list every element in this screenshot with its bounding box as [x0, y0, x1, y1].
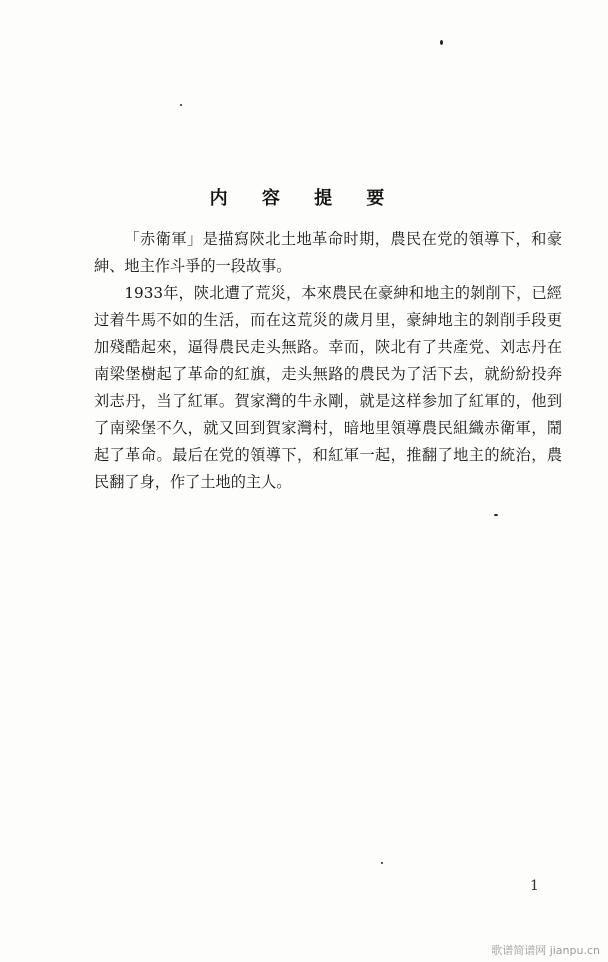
summary-text — [94, 226, 562, 496]
page-number: 1 — [530, 878, 539, 894]
site-watermark: 歌谱简谱网 jianpu.cn — [491, 944, 600, 957]
scan-speck — [381, 862, 383, 864]
paragraph-intro: 「赤衛軍」是描寫陝北土地革命时期，農民在党的領導下，和豪紳、地主作斗爭的一段故事。 — [94, 230, 562, 275]
paragraph-story: 1933年，陝北遭了荒災，本來農民在豪紳和地主的剝削下，已經过着牛馬不如的生活，而在这荒災的歲月里，豪紳地主的剝削手段更加殘酷起來，逼得農民走头無路。幸而，陝北有了共產党、刘志丹在南梁堡樹起了革命的紅旗，走头無路的農民为了活下去，就紛紛投奔刘志丹，当了紅軍。賀家灣的牛永剛，就是这样参加了紅軍的，他到了南梁堡不久，就又回到賀家灣村，暗地里領導農民組織赤衛軍，鬧起了革命。最后在党的領導下，和紅軍一起，推翻了地主的統治，農民翻了身，作了土地的主人。 — [94, 284, 562, 491]
scan-speck — [494, 514, 498, 516]
page-title: 内 容 提 要 — [209, 188, 399, 209]
scan-speck — [440, 40, 443, 45]
scan-speck — [180, 104, 182, 106]
